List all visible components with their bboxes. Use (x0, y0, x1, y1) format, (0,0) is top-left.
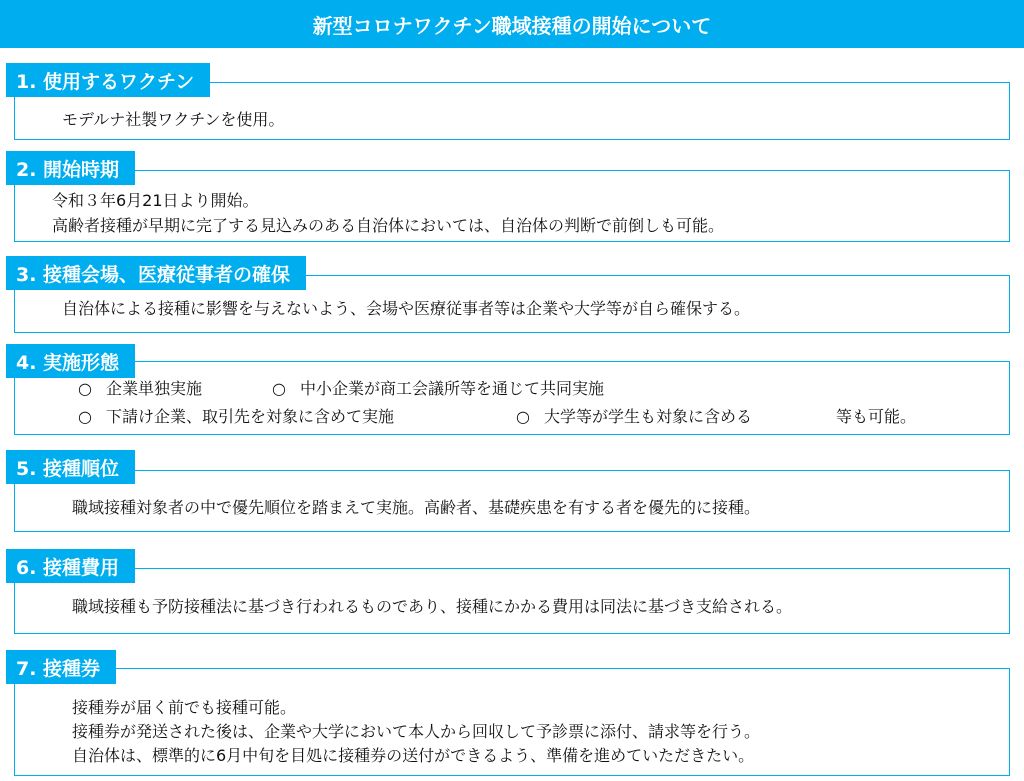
list-item (516, 406, 752, 428)
page-title: 新型コロナワクチン職域接種の開始について (0, 0, 1024, 48)
section-text: 自治体による接種に影響を与えないよう、会場や医療従事者等は企業や大学等が自ら確保する。 (62, 299, 751, 318)
list-item-label: 中小企業が商工会議所等を通じて共同実施 (299, 379, 604, 398)
circle-bullet-icon: ○ (78, 407, 92, 426)
section-heading-cost: 6. 接種費用 (6, 549, 135, 583)
list-item (272, 378, 604, 400)
section-text: 接種券が発送された後は、企業や大学において本人から回収して予診票に添付、請求等を行う。 (72, 722, 761, 741)
section-heading-voucher: 7. 接種券 (6, 650, 116, 684)
section-heading-vaccine: 1. 使用するワクチン (6, 63, 210, 97)
list-item (78, 406, 394, 428)
list-item-label: 大学等が学生も対象に含める (543, 407, 752, 426)
section-heading-priority: 5. 接種順位 (6, 450, 135, 484)
section-text: モデルナ社製ワクチンを使用。 (62, 110, 285, 129)
section-text: 令和３年6月21日より開始。 (52, 191, 259, 210)
section-heading-format: 4. 実施形態 (6, 344, 135, 378)
circle-bullet-icon: ○ (516, 407, 530, 426)
list-item-label: 企業単独実施 (105, 379, 202, 398)
section-text: 自治体は、標準的に6月中旬を目処に接種券の送付ができるよう、準備を進めていただきたい。 (72, 746, 755, 765)
list-item-label: 下請け企業、取引先を対象に含めて実施 (105, 407, 394, 426)
section-text: 高齢者接種が早期に完了する見込みのある自治体においては、自治体の判断で前倒しも可能。 (52, 216, 725, 235)
section-text: 職域接種対象者の中で優先順位を踏まえて実施。高齢者、基礎疾患を有する者を優先的に接種。 (72, 498, 761, 517)
section-text: 職域接種も予防接種法に基づき行われるものであり、接種にかかる費用は同法に基づき支給される。 (72, 597, 793, 616)
circle-bullet-icon: ○ (78, 379, 92, 398)
section-heading-start-date: 2. 開始時期 (6, 151, 135, 185)
section-heading-venue: 3. 接種会場、医療従事者の確保 (6, 256, 306, 290)
section-text: 接種券が届く前でも接種可能。 (72, 698, 297, 717)
list-tail: 等も可能。 (836, 407, 917, 426)
circle-bullet-icon: ○ (272, 379, 286, 398)
list-item (78, 378, 202, 400)
